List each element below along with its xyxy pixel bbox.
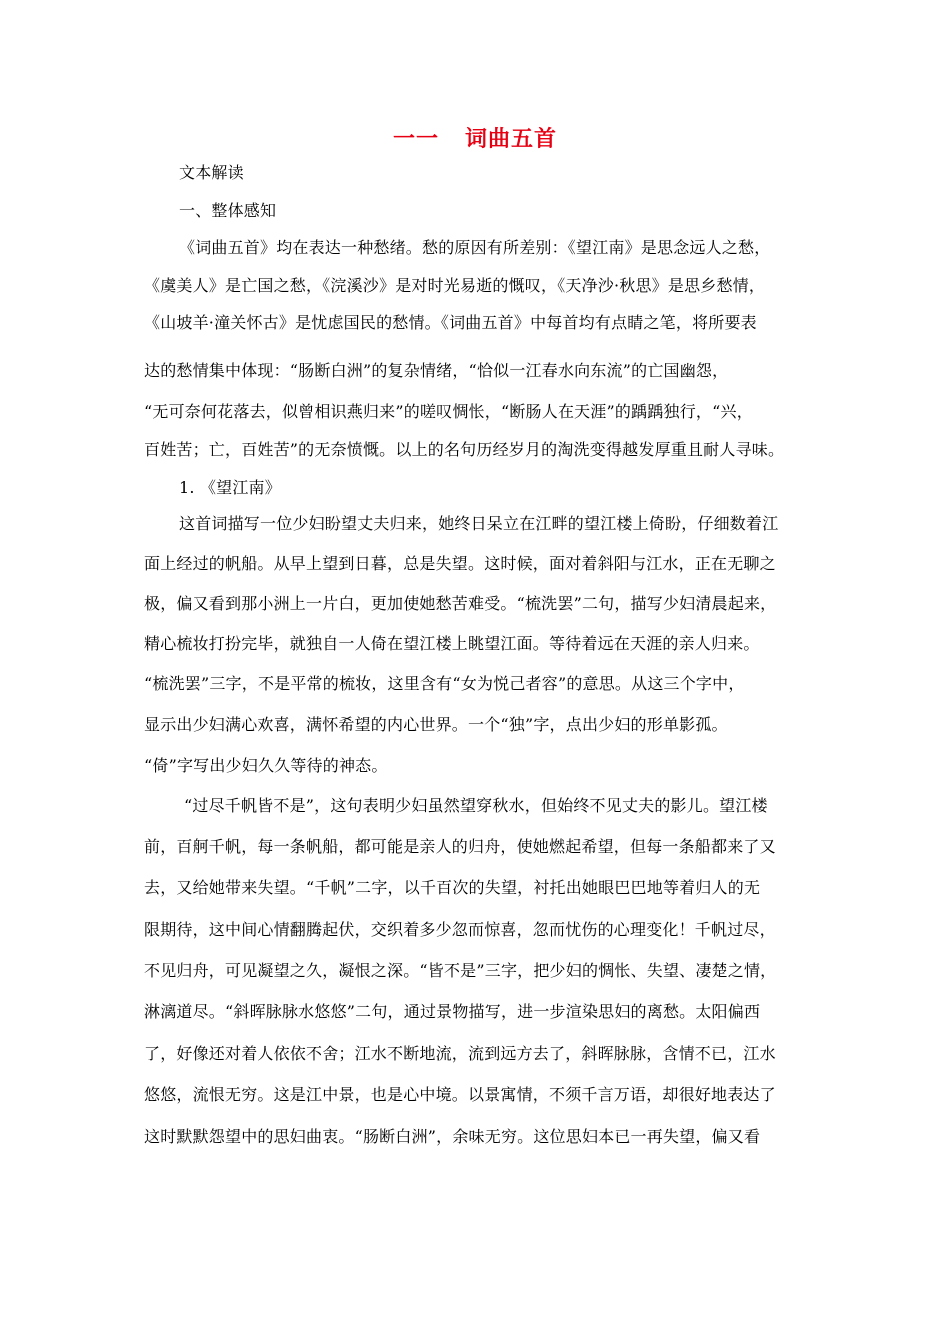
- document-title: 一一 词曲五首: [393, 127, 557, 152]
- overview-line: 《山坡羊·潼关怀古》是忧虑国民的愁情。《词曲五首》中每首均有点睛之笔，将所要表: [144, 313, 757, 332]
- paragraph-line: 限期待，这中间心情翻腾起伏，交织着多少忽而惊喜，忽而忧伤的心理变化！千帆过尽，: [144, 920, 776, 939]
- paragraph-line: “倚”字写出少妇久久等待的神态。: [144, 756, 388, 775]
- paragraph-line: 面上经过的帆船。从早上望到日暮，总是失望。这时候，面对着斜阳与江水，正在无聊之: [144, 554, 776, 573]
- overview-line: 达的愁情集中体现：“肠断白洲”的复杂情绪，“恰似一江春水向东流”的亡国幽怨，: [144, 361, 729, 380]
- paragraph-line: 显示出少妇满心欢喜，满怀希望的内心世界。一个“独”字，点出少妇的形单影孤。: [144, 715, 728, 734]
- overview-line: 《虞美人》是亡国之愁，《浣溪沙》是对时光易逝的慨叹，《天净沙·秋思》是思乡愁情，: [144, 276, 766, 295]
- paragraph-line: 淋漓道尽。“斜晖脉脉水悠悠”二句，通过景物描写，进一步渲染思妇的离愁。太阳偏西: [144, 1002, 761, 1021]
- paragraph-line: 了，好像还对着人依依不舍；江水不断地流，流到远方去了，斜晖脉脉，含情不已，江水: [144, 1044, 776, 1063]
- paragraph-line: 这时默默怨望中的思妇曲衷。“肠断白洲”，余味无穷。这位思妇本已一再失望，偏又看: [144, 1127, 761, 1146]
- overview-line: 百姓苦；亡，百姓苦”的无奈愤慨。以上的名句历经岁月的淘洗变得越发厚重且耐人寻味。: [144, 440, 785, 459]
- paragraph-line: 不见归舟，可见凝望之久，凝恨之深。“皆不是”三字，把少妇的惆怅、失望、凄楚之情，: [144, 961, 777, 980]
- overview-line: “无可奈何花落去，似曾相识燕归来”的嗟叹惆怅，“断肠人在天涯”的踽踽独行，“兴，: [144, 402, 753, 421]
- section-heading: 文本解读: [179, 163, 244, 182]
- paragraph-line: “梳洗罢”三字，不是平常的梳妆，这里含有“女为悦己者容”的意思。从这三个字中，: [144, 674, 745, 693]
- paragraph-line: 极，偏又看到那小洲上一片白，更加使她愁苦难受。“梳洗罢”二句，描写少妇清晨起来，: [144, 594, 777, 613]
- overview-line: 《词曲五首》均在表达一种愁绪。愁的原因有所差别：《望江南》是思念远人之愁，: [179, 238, 771, 257]
- item-heading: 1. 《望江南》: [179, 478, 281, 497]
- paragraph-line: 去，又给她带来失望。“千帆”二字，以千百次的失望，衬托出她眼巴巴地等着归人的无: [144, 878, 761, 897]
- paragraph-line: 悠悠，流恨无穷。这是江中景，也是心中境。以景寓情，不须千言万语，却很好地表达了: [144, 1085, 776, 1104]
- subsection-heading: 一、整体感知: [179, 201, 277, 220]
- paragraph-line: 这首词描写一位少妇盼望丈夫归来，她终日呆立在江畔的望江楼上倚盼，仔细数着江: [179, 514, 779, 533]
- paragraph-line: 精心梳妆打扮完毕，就独自一人倚在望江楼上眺望江面。等待着远在天涯的亲人归来。: [144, 634, 760, 653]
- paragraph-line: “过尽千帆皆不是”，这句表明少妇虽然望穿秋水，但始终不见丈夫的影儿。望江楼: [184, 796, 768, 815]
- paragraph-line: 前，百舸千帆，每一条帆船，都可能是亲人的归舟，使她燃起希望，但每一条船都来了又: [144, 837, 776, 856]
